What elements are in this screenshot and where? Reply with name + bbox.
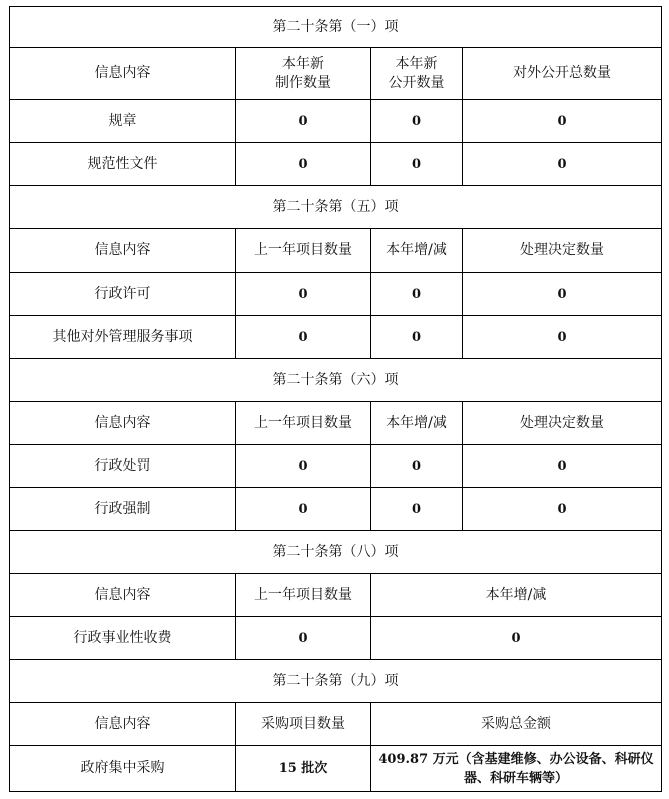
section-title: 第二十条第（五）项 xyxy=(10,186,662,229)
row-label: 规章 xyxy=(10,100,236,143)
header-cell: 本年新 公开数量 xyxy=(371,48,463,100)
header-row xyxy=(10,48,662,100)
header-cell: 上一年项目数量 xyxy=(236,402,371,445)
header-cell: 采购项目数量 xyxy=(236,703,371,746)
disclosure-table xyxy=(9,6,662,792)
section-title: 第二十条第（六）项 xyxy=(10,359,662,402)
header-cell: 本年增/减 xyxy=(371,402,463,445)
value-cell: 0 xyxy=(463,100,662,143)
value-cell: 0 xyxy=(371,617,662,660)
header-cell: 上一年项目数量 xyxy=(236,574,371,617)
row-label: 行政事业性收费 xyxy=(10,617,236,660)
section-title-row xyxy=(10,186,662,229)
value-cell: 0 xyxy=(236,100,371,143)
header-row xyxy=(10,229,662,273)
table-row xyxy=(10,445,662,488)
table-row xyxy=(10,746,662,792)
value-cell: 0 xyxy=(371,445,463,488)
header-cell: 信息内容 xyxy=(10,703,236,746)
table-row xyxy=(10,617,662,660)
value-cell: 0 xyxy=(463,445,662,488)
section-title: 第二十条第（一）项 xyxy=(10,7,662,48)
value-cell: 0 xyxy=(236,316,371,359)
total-amount: 409.87 万元（含基建维修、办公设备、科研仪器、科研车辆等） xyxy=(371,746,662,792)
section-title-row xyxy=(10,7,662,48)
header-cell: 上一年项目数量 xyxy=(236,229,371,273)
value-cell: 0 xyxy=(463,273,662,316)
header-row xyxy=(10,402,662,445)
header-cell: 对外公开总数量 xyxy=(463,48,662,100)
batch-count: 15 批次 xyxy=(236,746,371,792)
header-cell: 采购总金额 xyxy=(371,703,662,746)
section-title-row xyxy=(10,531,662,574)
table-row xyxy=(10,100,662,143)
section-title: 第二十条第（九）项 xyxy=(10,660,662,703)
header-cell: 本年增/减 xyxy=(371,229,463,273)
header-cell: 信息内容 xyxy=(10,574,236,617)
section-title-row xyxy=(10,660,662,703)
value-cell: 0 xyxy=(371,143,463,186)
value-cell: 0 xyxy=(236,488,371,531)
section-title-row xyxy=(10,359,662,402)
header-cell: 信息内容 xyxy=(10,229,236,273)
header-cell: 本年新 制作数量 xyxy=(236,48,371,100)
table-row xyxy=(10,316,662,359)
value-cell: 0 xyxy=(371,100,463,143)
row-label: 规范性文件 xyxy=(10,143,236,186)
header-cell: 处理决定数量 xyxy=(463,402,662,445)
value-cell: 0 xyxy=(236,617,371,660)
value-cell: 0 xyxy=(463,488,662,531)
table-row xyxy=(10,273,662,316)
value-cell: 0 xyxy=(236,273,371,316)
header-row xyxy=(10,574,662,617)
value-cell: 0 xyxy=(236,445,371,488)
table-row xyxy=(10,143,662,186)
value-cell: 0 xyxy=(371,273,463,316)
row-label: 其他对外管理服务事项 xyxy=(10,316,236,359)
section-title: 第二十条第（八）项 xyxy=(10,531,662,574)
value-cell: 0 xyxy=(463,316,662,359)
row-label: 行政处罚 xyxy=(10,445,236,488)
header-cell: 本年增/减 xyxy=(371,574,662,617)
value-cell: 0 xyxy=(463,143,662,186)
header-cell: 信息内容 xyxy=(10,48,236,100)
row-label: 行政强制 xyxy=(10,488,236,531)
header-cell: 信息内容 xyxy=(10,402,236,445)
header-row xyxy=(10,703,662,746)
value-cell: 0 xyxy=(236,143,371,186)
table-row xyxy=(10,488,662,531)
header-cell: 处理决定数量 xyxy=(463,229,662,273)
value-cell: 0 xyxy=(371,316,463,359)
row-label: 政府集中采购 xyxy=(10,746,236,792)
value-cell: 0 xyxy=(371,488,463,531)
row-label: 行政许可 xyxy=(10,273,236,316)
